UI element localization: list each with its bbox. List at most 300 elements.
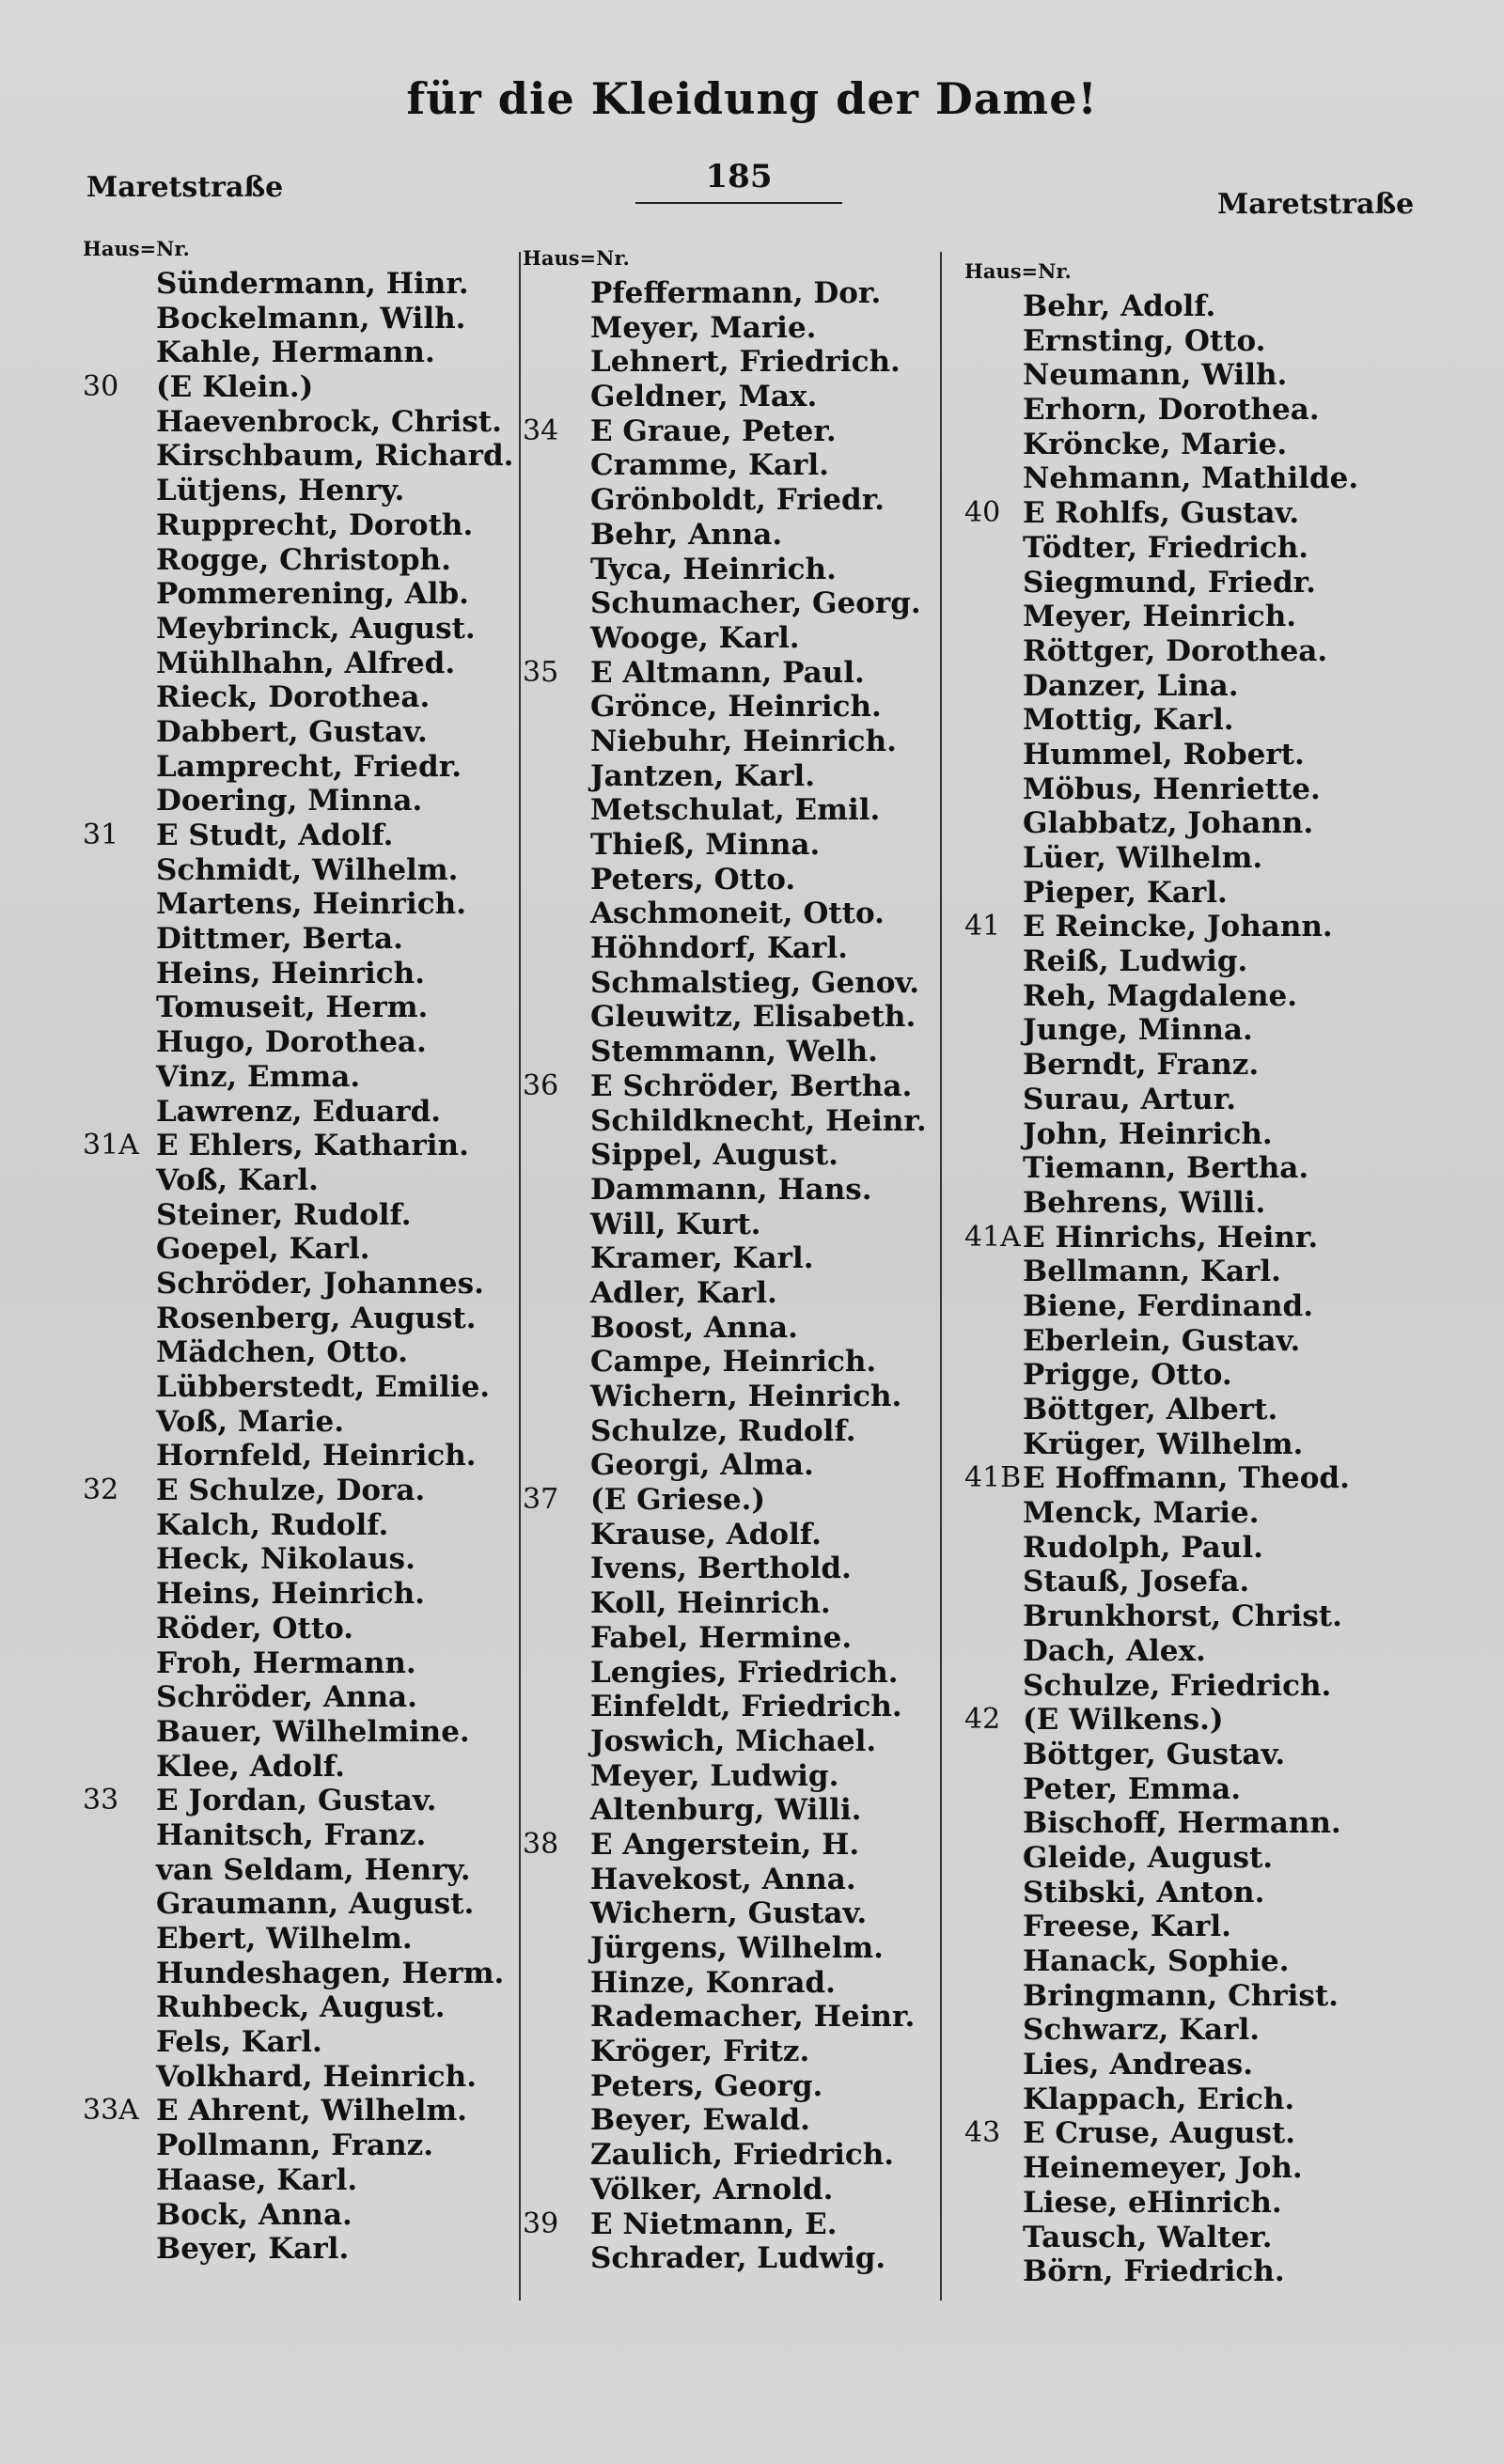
directory-entry <box>83 715 515 750</box>
house-number: 37 <box>523 1483 559 1517</box>
resident-name: Grönce, Heinrich. <box>590 690 882 725</box>
directory-entry <box>83 439 515 474</box>
directory-entry <box>523 1966 936 2001</box>
resident-name: (E Wilkens.) <box>1023 1703 1224 1738</box>
resident-name: Thieß, Minna. <box>590 828 821 862</box>
directory-entry <box>523 1173 936 1208</box>
resident-name: Lawrenz, Eduard. <box>156 1094 442 1129</box>
directory-entry <box>523 518 936 553</box>
directory-entry <box>83 267 515 302</box>
directory-entry <box>964 461 1406 496</box>
resident-name: Rudolph, Paul. <box>1023 1530 1263 1565</box>
directory-entry <box>964 1806 1406 1841</box>
resident-name: Behr, Anna. <box>590 517 783 552</box>
resident-name: Mühlhahn, Alfred. <box>156 646 456 680</box>
resident-name: Wooge, Karl. <box>590 620 800 655</box>
directory-entry <box>83 1474 515 1508</box>
resident-name: Schmidt, Wilhelm. <box>156 852 459 887</box>
column-right <box>964 259 1406 2289</box>
page-number: 185 <box>705 158 773 195</box>
directory-entry <box>83 543 515 578</box>
resident-name: Schildknecht, Heinr. <box>590 1103 927 1138</box>
resident-name: E Schulze, Dora. <box>156 1474 426 1508</box>
directory-entry <box>83 577 515 612</box>
resident-name: E Studt, Adolf. <box>156 819 394 852</box>
resident-name: Kalch, Rudolf. <box>156 1507 389 1542</box>
directory-entry <box>83 1577 515 1612</box>
resident-name: Froh, Hermann. <box>156 1645 416 1680</box>
resident-name: E Hinrichs, Heinr. <box>1023 1220 1319 1255</box>
resident-name: Georgi, Alma. <box>590 1448 814 1483</box>
directory-entry <box>964 531 1406 566</box>
directory-entry <box>523 2035 936 2069</box>
resident-name: Nehmann, Mathilde. <box>1023 461 1359 496</box>
directory-entry <box>964 1048 1406 1083</box>
resident-name: Schmalstieg, Genov. <box>590 965 920 1000</box>
directory-entry <box>83 1990 515 2025</box>
resident-name: Pommerening, Alb. <box>156 577 469 612</box>
resident-name: Cramme, Karl. <box>590 448 829 483</box>
resident-name: Hundeshagen, Herm. <box>156 1956 505 1990</box>
directory-entry <box>83 2025 515 2060</box>
resident-name: Tödter, Friedrich. <box>1023 530 1309 565</box>
resident-name: Erhorn, Dorothea. <box>1023 393 1320 428</box>
directory-entry <box>964 2186 1406 2221</box>
directory-entry <box>964 1496 1406 1531</box>
directory-entry <box>83 1163 515 1198</box>
directory-entry <box>964 1634 1406 1669</box>
directory-entry <box>523 2207 936 2242</box>
resident-name: Rieck, Dorothea. <box>156 680 431 715</box>
directory-entry <box>964 1703 1406 1738</box>
directory-entry <box>964 738 1406 772</box>
directory-entry <box>523 1448 936 1483</box>
resident-name: Grönboldt, Friedr. <box>590 483 885 518</box>
resident-name: (E Griese.) <box>590 1483 766 1518</box>
resident-name: Pieper, Karl. <box>1023 875 1228 910</box>
column-divider <box>519 252 521 2300</box>
resident-name: E Jordan, Gustav. <box>156 1784 437 1818</box>
resident-name: Bauer, Wilhelmine. <box>156 1714 470 1749</box>
house-number-heading: Haus=Nr. <box>83 237 190 260</box>
directory-entry <box>83 2060 515 2095</box>
directory-entry <box>964 1393 1406 1427</box>
resident-name: Dittmer, Berta. <box>156 922 403 957</box>
resident-name: Will, Kurt. <box>590 1207 761 1241</box>
resident-name: Peter, Emma. <box>1023 1771 1242 1806</box>
house-number: 43 <box>964 2116 1001 2150</box>
directory-entry <box>83 1818 515 1853</box>
directory-entry <box>83 1405 515 1440</box>
resident-name: Peters, Georg. <box>590 2068 823 2103</box>
resident-name: Kirschbaum, Richard. <box>156 439 514 474</box>
directory-entry <box>83 853 515 888</box>
directory-entry <box>83 957 515 991</box>
directory-entry <box>523 897 936 931</box>
directory-entry <box>964 1876 1406 1910</box>
resident-name: Schröder, Johannes. <box>156 1266 484 1301</box>
directory-entry <box>523 1000 936 1035</box>
resident-name: Liese, eHinrich. <box>1023 2185 1282 2220</box>
directory-entry <box>964 2151 1406 2186</box>
resident-name: Stauß, Josefa. <box>1023 1565 1250 1599</box>
directory-entry <box>83 335 515 370</box>
directory-entry <box>964 1358 1406 1393</box>
resident-name: Haevenbrock, Christ. <box>156 404 502 439</box>
directory-entry <box>964 1083 1406 1117</box>
directory-entry <box>523 1104 936 1139</box>
house-number: 42 <box>964 1703 1001 1737</box>
directory-entry <box>83 508 515 543</box>
directory-entry <box>83 2094 515 2129</box>
directory-entry <box>964 566 1406 600</box>
directory-entry <box>83 647 515 681</box>
directory-entry <box>964 1151 1406 1186</box>
resident-name: Bringmann, Christ. <box>1023 1978 1339 2013</box>
resident-name: Peters, Otto. <box>590 862 796 897</box>
directory-entry <box>83 1680 515 1715</box>
directory-entry <box>83 1025 515 1060</box>
resident-name: Bellmann, Karl. <box>1023 1255 1281 1289</box>
resident-name: Lengies, Friedrich. <box>590 1655 899 1690</box>
directory-entry <box>964 772 1406 807</box>
directory-entry <box>523 1931 936 1966</box>
directory-entry <box>964 910 1406 944</box>
directory-entry <box>964 2013 1406 2048</box>
resident-name: Lüer, Wilhelm. <box>1023 841 1263 875</box>
resident-name: E Cruse, August. <box>1023 2116 1296 2151</box>
resident-name: Tiemann, Bertha. <box>1023 1151 1309 1186</box>
directory-entry <box>523 690 936 725</box>
resident-name: Pollmann, Franz. <box>156 2129 434 2163</box>
resident-name: E Ehlers, Katharin. <box>156 1129 469 1163</box>
house-number-heading: Haus=Nr. <box>964 259 1072 283</box>
directory-entry <box>964 600 1406 634</box>
resident-name: Rademacher, Heinr. <box>590 2000 916 2035</box>
resident-name: Prigge, Otto. <box>1023 1358 1232 1393</box>
directory-entry <box>964 944 1406 979</box>
resident-name: Lehnert, Friedrich. <box>590 345 901 380</box>
resident-name: Junge, Minna. <box>1023 1013 1253 1048</box>
resident-name: Hinze, Konrad. <box>590 1965 836 2000</box>
resident-name: Stibski, Anton. <box>1023 1875 1265 1910</box>
directory-entry <box>83 2163 515 2198</box>
resident-name: Bock, Anna. <box>156 2197 352 2232</box>
directory-entry <box>964 1289 1406 1324</box>
directory-entry <box>523 345 936 380</box>
resident-name: Boost, Anna. <box>590 1310 798 1345</box>
street-header-left: Maretstraße <box>86 171 284 204</box>
directory-entry <box>83 302 515 336</box>
house-number: 41A <box>964 1220 1021 1254</box>
directory-entry <box>964 2221 1406 2255</box>
directory-entry <box>964 358 1406 393</box>
directory-entry <box>964 2082 1406 2117</box>
resident-name: Zaulich, Friedrich. <box>590 2138 895 2173</box>
resident-name: Meybrinck, August. <box>156 611 476 646</box>
resident-name: Reiß, Ludwig. <box>1023 944 1248 979</box>
directory-entry <box>523 759 936 794</box>
advert-banner: für die Kleidung der Dame! <box>406 73 1098 124</box>
directory-entry <box>964 1841 1406 1876</box>
directory-entry <box>523 966 936 1001</box>
resident-name: Tyca, Heinrich. <box>590 552 837 586</box>
resident-name: Koll, Heinrich. <box>590 1586 831 1621</box>
resident-name: Klappach, Erich. <box>1023 2082 1295 2116</box>
resident-name: E Graue, Peter. <box>590 413 837 448</box>
directory-entry <box>523 1138 936 1173</box>
directory-entry <box>83 1508 515 1543</box>
directory-entry <box>83 887 515 922</box>
resident-name: E Ahrent, Wilhelm. <box>156 2094 467 2129</box>
directory-entry <box>964 1979 1406 2014</box>
resident-name: E Reincke, Johann. <box>1023 910 1333 944</box>
resident-name: E Angerstein, H. <box>590 1827 860 1862</box>
directory-entry <box>964 1669 1406 1704</box>
resident-name: Beyer, Karl. <box>156 2232 350 2267</box>
resident-name: Sündermann, Hinr. <box>156 267 469 301</box>
resident-name: Meyer, Marie. <box>590 310 817 345</box>
resident-name: Rosenberg, August. <box>156 1301 477 1335</box>
resident-name: Ernsting, Otto. <box>1023 323 1266 358</box>
directory-entry <box>523 1380 936 1414</box>
resident-name: Schulze, Rudolf. <box>590 1413 856 1448</box>
directory-entry <box>523 1896 936 1931</box>
directory-entry <box>523 1069 936 1104</box>
resident-name: Beyer, Ewald. <box>590 2103 810 2138</box>
directory-entry <box>964 2116 1406 2151</box>
resident-name: Goepel, Karl. <box>156 1232 370 1267</box>
directory-entry <box>523 586 936 621</box>
resident-name: Schulze, Friedrich. <box>1023 1668 1332 1703</box>
house-number: 38 <box>523 1827 559 1861</box>
directory-entry <box>523 1276 936 1311</box>
resident-name: Schröder, Anna. <box>156 1680 417 1715</box>
resident-name: Dabbert, Gustav. <box>156 714 428 749</box>
directory-entry <box>964 703 1406 738</box>
resident-name: Tomuseit, Herm. <box>156 990 429 1025</box>
column-middle <box>523 246 936 2276</box>
directory-entry <box>523 1208 936 1242</box>
directory-entry <box>964 1013 1406 1048</box>
resident-name: Ebert, Wilhelm. <box>156 1922 413 1956</box>
directory-entry <box>523 2241 936 2276</box>
directory-entry <box>83 1302 515 1336</box>
house-number: 33A <box>83 2094 139 2128</box>
resident-name: Ivens, Berthold. <box>590 1552 852 1586</box>
resident-name: Heck, Nikolaus. <box>156 1542 415 1577</box>
resident-name: Hugo, Dorothea. <box>156 1025 427 1060</box>
resident-name: Lies, Andreas. <box>1023 2048 1253 2082</box>
directory-entry <box>523 931 936 966</box>
resident-name: (E Klein.) <box>156 370 314 405</box>
directory-entry <box>964 806 1406 841</box>
resident-name: Dammann, Hans. <box>590 1172 872 1207</box>
resident-name: Joswich, Michael. <box>590 1723 877 1758</box>
directory-entry <box>523 276 936 311</box>
resident-name: Hanitsch, Franz. <box>156 1817 427 1852</box>
house-number: 35 <box>523 655 559 689</box>
directory-entry <box>523 1518 936 1552</box>
directory-entry <box>83 990 515 1025</box>
resident-name: Jantzen, Karl. <box>590 758 815 793</box>
directory-entry <box>964 669 1406 704</box>
resident-name: Lamprecht, Friedr. <box>156 749 462 784</box>
directory-entry <box>964 1910 1406 1944</box>
directory-entry <box>83 612 515 647</box>
house-number: 33 <box>83 1784 119 1817</box>
resident-name: Fels, Karl. <box>156 2025 322 2060</box>
directory-entry <box>523 863 936 897</box>
house-number: 31 <box>83 819 119 851</box>
resident-name: Menck, Marie. <box>1023 1496 1260 1531</box>
resident-name: Höhndorf, Karl. <box>590 931 848 966</box>
resident-name: Bockelmann, Wilh. <box>156 301 466 335</box>
resident-name: Kröger, Fritz. <box>590 2035 810 2069</box>
resident-name: Rupprecht, Doroth. <box>156 507 474 542</box>
resident-name: Siegmund, Friedr. <box>1023 565 1316 600</box>
resident-name: Mädchen, Otto. <box>156 1335 408 1370</box>
resident-name: Kröncke, Marie. <box>1023 427 1288 461</box>
directory-entry <box>523 1621 936 1656</box>
directory-entry <box>964 1221 1406 1255</box>
directory-entry <box>964 1738 1406 1772</box>
directory-entry <box>523 1724 936 1759</box>
directory-entry <box>964 1944 1406 1979</box>
directory-entry <box>964 2048 1406 2082</box>
directory-entry <box>964 289 1406 324</box>
directory-entry <box>83 1750 515 1785</box>
directory-entry <box>523 2000 936 2035</box>
resident-name: Gleuwitz, Elisabeth. <box>590 1000 916 1035</box>
directory-entry <box>83 1922 515 1957</box>
directory-entry <box>83 1887 515 1922</box>
resident-name: Hanack, Sophie. <box>1023 1944 1290 1978</box>
directory-entry <box>83 370 515 405</box>
resident-name: Wichern, Gustav. <box>590 1896 868 1931</box>
directory-entry <box>83 1612 515 1646</box>
directory-entry <box>964 324 1406 359</box>
directory-entry <box>83 2232 515 2267</box>
resident-name: van Seldam, Henry. <box>156 1852 471 1887</box>
resident-name: Altenburg, Willi. <box>590 1793 862 1828</box>
house-number: 30 <box>83 370 119 404</box>
resident-name: Völker, Arnold. <box>590 2172 834 2207</box>
directory-entry <box>964 1117 1406 1152</box>
resident-name: Martens, Heinrich. <box>156 887 466 922</box>
resident-name: Rogge, Christoph. <box>156 542 451 577</box>
house-number: 31A <box>83 1129 139 1162</box>
directory-entry <box>964 1772 1406 1807</box>
directory-entry <box>83 1370 515 1405</box>
resident-name: Schrader, Ludwig. <box>590 2241 886 2276</box>
resident-name: Möbus, Henriette. <box>1023 772 1321 806</box>
directory-entry <box>83 750 515 785</box>
directory-entry <box>83 1198 515 1233</box>
house-number: 40 <box>964 496 1001 530</box>
directory-entry <box>964 1531 1406 1566</box>
directory-entry <box>83 1095 515 1130</box>
directory-entry <box>83 1715 515 1750</box>
resident-name: Röder, Otto. <box>156 1611 354 1645</box>
directory-entry <box>83 1784 515 1818</box>
resident-name: E Nietmann, E. <box>590 2207 838 2241</box>
resident-name: Röttger, Dorothea. <box>1023 633 1328 668</box>
column-left <box>83 237 515 2267</box>
resident-name: Campe, Heinrich. <box>590 1345 877 1380</box>
resident-name: Freese, Karl. <box>1023 1910 1231 1944</box>
resident-name: Doering, Minna. <box>156 784 423 819</box>
directory-entry <box>523 2138 936 2173</box>
directory-entry <box>964 1599 1406 1634</box>
directory-entry <box>964 496 1406 531</box>
resident-name: Schumacher, Georg. <box>590 586 921 621</box>
resident-name: Surau, Artur. <box>1023 1082 1236 1116</box>
resident-name: Fabel, Hermine. <box>590 1620 853 1655</box>
directory-entry <box>523 1311 936 1346</box>
resident-name: Sippel, August. <box>590 1138 838 1173</box>
resident-name: Jürgens, Wilhelm. <box>590 1931 884 1965</box>
resident-name: Krüger, Wilhelm. <box>1023 1427 1304 1461</box>
directory-entry <box>83 405 515 440</box>
directory-entry <box>964 876 1406 911</box>
directory-entry <box>83 1129 515 1163</box>
directory-entry <box>83 1335 515 1370</box>
resident-name: Behrens, Willi. <box>1023 1185 1266 1220</box>
column-divider <box>940 252 942 2300</box>
directory-entry <box>523 656 936 691</box>
directory-entry <box>83 1957 515 1991</box>
resident-name: Aschmoneit, Otto. <box>590 897 885 931</box>
directory-entry <box>523 621 936 656</box>
house-number: 41B <box>964 1461 1022 1495</box>
resident-name: Wichern, Heinrich. <box>590 1380 902 1413</box>
directory-entry <box>964 634 1406 669</box>
directory-entry <box>83 1853 515 1888</box>
resident-name: John, Heinrich. <box>1023 1116 1273 1151</box>
resident-name: Börn, Friedrich. <box>1023 2254 1285 2289</box>
resident-name: Lütjens, Henry. <box>156 474 405 508</box>
resident-name: Lübberstedt, Emilie. <box>156 1370 491 1404</box>
directory-entry <box>83 819 515 853</box>
directory-entry <box>964 1461 1406 1496</box>
resident-name: Meyer, Heinrich. <box>1023 600 1297 634</box>
directory-entry <box>964 428 1406 462</box>
directory-entry <box>523 1035 936 1069</box>
directory-entry <box>964 841 1406 876</box>
resident-name: Hornfeld, Heinrich. <box>156 1439 477 1474</box>
resident-name: Böttger, Gustav. <box>1023 1737 1286 1771</box>
directory-entry <box>964 1255 1406 1289</box>
directory-entry <box>523 1863 936 1897</box>
directory-entry <box>83 1060 515 1095</box>
directory-entry <box>523 1483 936 1518</box>
house-number: 32 <box>83 1474 119 1507</box>
resident-name: Tausch, Walter. <box>1023 2220 1273 2254</box>
directory-entry <box>523 2103 936 2138</box>
house-number: 41 <box>964 910 1001 943</box>
resident-name: Kahle, Hermann. <box>156 335 435 370</box>
directory-entry <box>523 1345 936 1380</box>
directory-entry <box>964 393 1406 428</box>
resident-name: Böttger, Albert. <box>1023 1393 1278 1427</box>
resident-name: Adler, Karl. <box>590 1275 777 1310</box>
directory-entry <box>523 553 936 587</box>
resident-name: Heins, Heinrich. <box>156 956 426 990</box>
directory-entry <box>83 784 515 819</box>
directory-entry <box>523 793 936 828</box>
resident-name: Biene, Ferdinand. <box>1023 1288 1314 1323</box>
